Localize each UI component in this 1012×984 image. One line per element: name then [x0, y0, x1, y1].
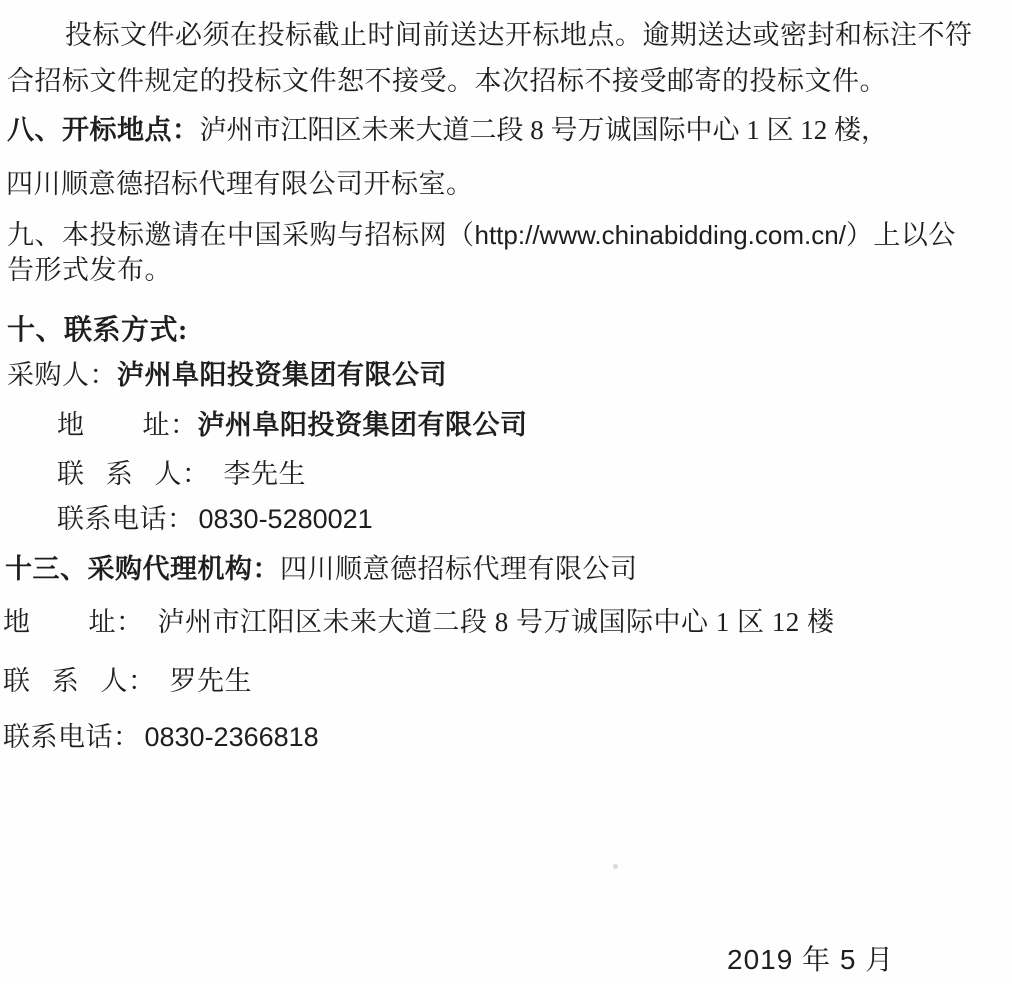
purchaser-address-line — [57, 412, 528, 439]
footer-date-text: 2019 年 5 月 — [727, 944, 895, 975]
section-10-heading — [7, 317, 188, 345]
purchaser-line — [7, 362, 447, 389]
purchaser-contact-name: 李先生 — [223, 459, 306, 489]
section-9-text-2: 告形式发布。 — [7, 255, 172, 285]
section-9-suffix: ）上以公 — [845, 220, 956, 250]
intro-line-2 — [7, 68, 887, 95]
agency-phone-label: 联系电话： — [3, 722, 141, 752]
agency-address-value: 泸州市江阳区未来大道二段 8 号万诚国际中心 1 区 12 楼 — [157, 607, 835, 637]
purchaser-contact-line — [57, 461, 306, 488]
section-8-heading: 八、开标地点： — [7, 115, 200, 145]
footer-date — [727, 946, 894, 974]
scan-artifact-speck — [613, 864, 618, 869]
section-13-heading: 十三、采购代理机构： — [5, 554, 280, 584]
section-9-prefix: 九、本投标邀请在中国采购与招标网（ — [7, 220, 475, 250]
purchaser-address-label-left: 地 — [57, 410, 85, 440]
intro-text-1: 投标文件必须在投标截止时间前送达开标地点。逾期送达或密封和标注不符 — [65, 20, 973, 50]
section-8-address-1: 泸州市江阳区未来大道二段 8 号万诚国际中心 1 区 12 楼， — [199, 115, 888, 145]
agency-address-line — [3, 609, 835, 636]
intro-text-2: 合招标文件规定的投标文件恕不接受。本次招标不接受邮寄的投标文件。 — [7, 66, 887, 96]
section-8-line-1 — [7, 117, 888, 144]
agency-contact-label: 联 系 人： — [3, 666, 156, 696]
section-8-address-2: 四川顺意德招标代理有限公司开标室。 — [6, 169, 474, 199]
section-10-heading-text: 十、联系方式: — [7, 315, 188, 346]
section-9-line-2 — [7, 257, 172, 284]
purchaser-phone-line — [57, 506, 373, 533]
agency-address-label-left: 地 — [3, 607, 31, 637]
purchaser-address-value: 泸州阜阳投资集团有限公司 — [197, 410, 528, 440]
purchaser-contact-label: 联 系 人： — [57, 459, 210, 489]
purchaser-phone-label: 联系电话： — [57, 504, 195, 534]
agency-name: 四川顺意德招标代理有限公司 — [280, 554, 638, 584]
section-8-line-2 — [6, 171, 474, 198]
section-13-heading-line — [5, 556, 638, 583]
purchaser-name: 泸州阜阳投资集团有限公司 — [117, 360, 447, 390]
purchaser-address-label-right: 址： — [142, 410, 198, 440]
agency-contact-line — [3, 668, 252, 695]
section-9-line-1 — [7, 222, 956, 249]
section-9-url: http://www.chinabidding.com.cn/ — [474, 220, 846, 250]
purchaser-phone-number: 0830-5280021 — [198, 504, 373, 534]
agency-phone-number: 0830-2366818 — [144, 722, 319, 752]
agency-phone-line — [3, 724, 319, 751]
agency-contact-name: 罗先生 — [169, 666, 252, 696]
agency-address-label-right: 址： — [88, 607, 144, 637]
intro-line-1 — [65, 22, 973, 49]
purchaser-label: 采购人： — [7, 360, 117, 390]
